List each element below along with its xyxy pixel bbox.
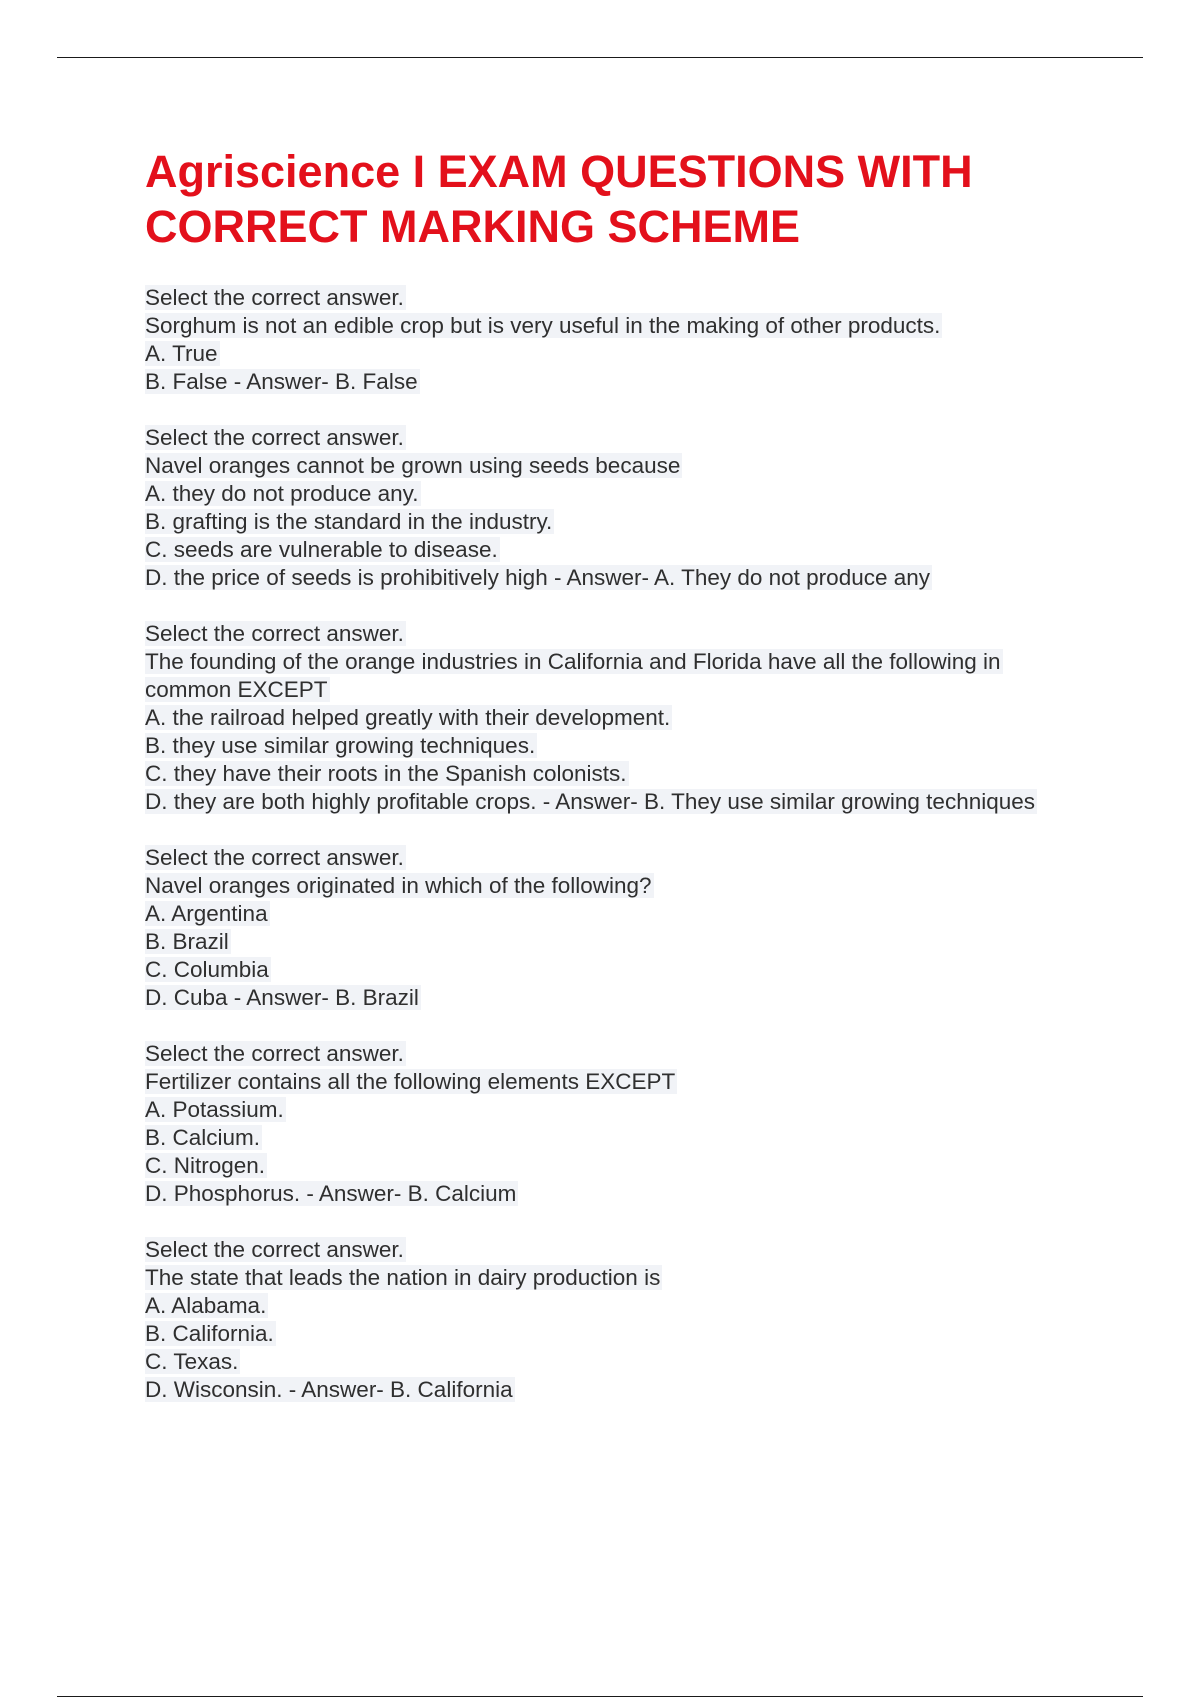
option-line — [145, 480, 1085, 508]
option-line — [145, 1292, 1085, 1320]
option-line — [145, 536, 1085, 564]
option-line-text: A. Alabama. — [145, 1293, 267, 1318]
question-list — [145, 284, 1085, 1404]
document-page — [145, 144, 1085, 1432]
document-title: Agriscience I EXAM QUESTIONS WITH CORRECT MARKING SCHEME — [145, 146, 973, 252]
top-rule — [57, 57, 1143, 58]
question-text-text: Fertilizer contains all the following elements EXCEPT — [145, 1069, 676, 1094]
option-line-text: A. the railroad helped greatly with their development. — [145, 705, 671, 730]
question-text — [145, 872, 1085, 900]
option-line — [145, 704, 1085, 732]
question-block — [145, 1236, 1085, 1404]
option-line — [145, 900, 1085, 928]
option-line — [145, 984, 1085, 1012]
option-line-text: A. they do not produce any. — [145, 481, 419, 506]
question-text-text: The founding of the orange industries in California and Florida have all the following in common EXCEPT — [145, 649, 1001, 702]
option-line — [145, 1320, 1085, 1348]
option-line-text: A. True — [145, 341, 218, 366]
option-line-text: D. Phosphorus. - Answer- B. Calcium — [145, 1181, 517, 1206]
question-block — [145, 844, 1085, 1012]
option-line — [145, 956, 1085, 984]
option-line-text: B. California. — [145, 1321, 274, 1346]
question-text-text: Navel oranges originated in which of the following? — [145, 873, 652, 898]
option-line — [145, 340, 1085, 368]
option-line — [145, 760, 1085, 788]
option-line — [145, 1180, 1085, 1208]
question-instruction — [145, 284, 1085, 312]
question-instruction-text: Select the correct answer. — [145, 621, 404, 646]
question-instruction-text: Select the correct answer. — [145, 425, 404, 450]
question-block — [145, 284, 1085, 396]
option-line-text: B. Calcium. — [145, 1125, 261, 1150]
question-instruction-text: Select the correct answer. — [145, 845, 404, 870]
option-line-text: B. False - Answer- B. False — [145, 369, 418, 394]
option-line — [145, 368, 1085, 396]
question-instruction-text: Select the correct answer. — [145, 285, 404, 310]
question-text-text: Sorghum is not an edible crop but is very useful in the making of other products. — [145, 313, 941, 338]
option-line-text: D. Wisconsin. - Answer- B. California — [145, 1377, 513, 1402]
option-line — [145, 1096, 1085, 1124]
option-line — [145, 1124, 1085, 1152]
question-block — [145, 424, 1085, 592]
option-line-text: D. the price of seeds is prohibitively high - Answer- A. They do not produce any — [145, 565, 931, 590]
option-line-text: C. Nitrogen. — [145, 1153, 266, 1178]
question-block — [145, 620, 1085, 816]
question-text — [145, 648, 1085, 704]
question-instruction-text: Select the correct answer. — [145, 1237, 404, 1262]
option-line — [145, 732, 1085, 760]
question-block — [145, 1040, 1085, 1208]
option-line-text: C. seeds are vulnerable to disease. — [145, 537, 498, 562]
option-line-text: C. they have their roots in the Spanish colonists. — [145, 761, 627, 786]
question-instruction — [145, 1236, 1085, 1264]
option-line — [145, 788, 1085, 816]
option-line-text: A. Argentina — [145, 901, 268, 926]
question-instruction — [145, 1040, 1085, 1068]
option-line-text: A. Potassium. — [145, 1097, 284, 1122]
option-line — [145, 564, 1085, 592]
question-text — [145, 312, 1085, 340]
bottom-rule — [57, 1696, 1143, 1697]
option-line — [145, 1348, 1085, 1376]
option-line — [145, 1376, 1085, 1404]
option-line-text: B. Brazil — [145, 929, 229, 954]
option-line-text: D. Cuba - Answer- B. Brazil — [145, 985, 419, 1010]
question-instruction — [145, 844, 1085, 872]
option-line-text: C. Columbia — [145, 957, 269, 982]
option-line-text: C. Texas. — [145, 1349, 239, 1374]
option-line-text: D. they are both highly profitable crops. - Answer- B. They use similar growing techniques — [145, 789, 1036, 814]
option-line — [145, 928, 1085, 956]
question-text — [145, 452, 1085, 480]
question-text — [145, 1264, 1085, 1292]
option-line — [145, 508, 1085, 536]
question-text-text: Navel oranges cannot be grown using seeds because — [145, 453, 681, 478]
option-line-text: B. they use similar growing techniques. — [145, 733, 536, 758]
option-line-text: B. grafting is the standard in the industry. — [145, 509, 553, 534]
question-text-text: The state that leads the nation in dairy production is — [145, 1265, 661, 1290]
question-instruction-text: Select the correct answer. — [145, 1041, 404, 1066]
question-text — [145, 1068, 1085, 1096]
question-instruction — [145, 424, 1085, 452]
option-line — [145, 1152, 1085, 1180]
question-instruction — [145, 620, 1085, 648]
